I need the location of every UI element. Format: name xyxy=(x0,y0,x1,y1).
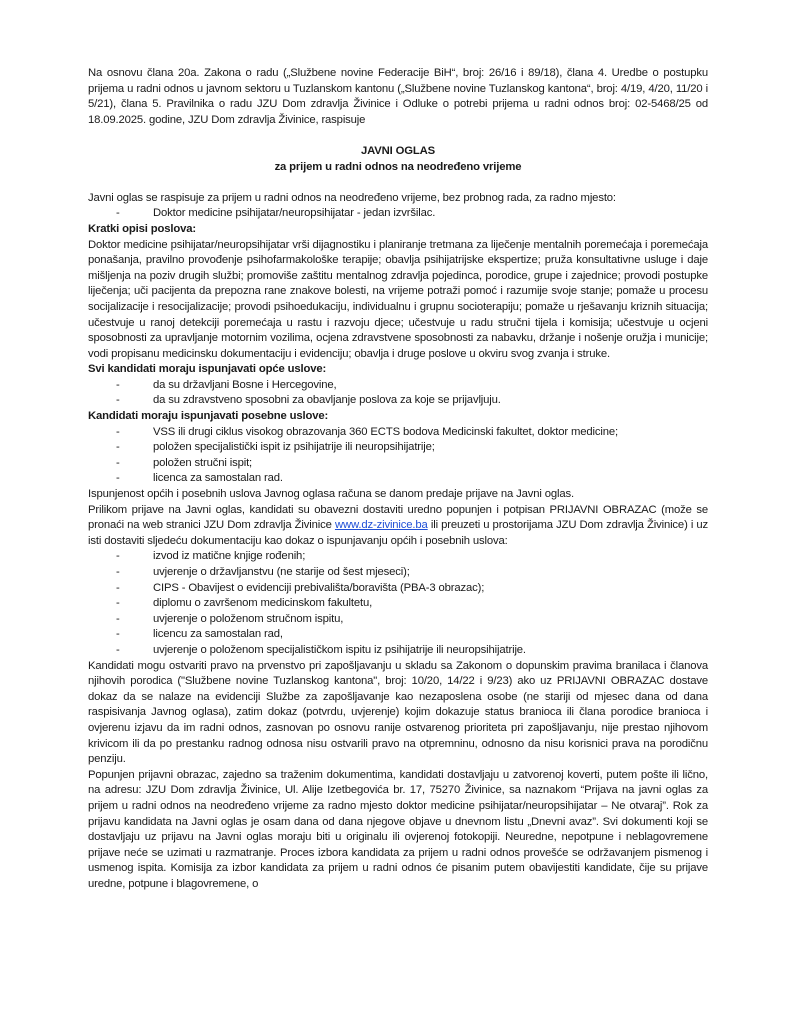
application-paragraph: Prilikom prijave na Javni oglas, kandidati su obavezni dostaviti uredno popunjen i potpisan PRIJAVNI OBRAZAC (može se pronaći na web stranici JZU Dom zdravlja Živinice www.dz-zivinice.ba ili preuzeti u prostorijama JZU Dom zdravlja Živinice) i uz isti dostaviti sljedeću dokumentaciju kao dokaz o ispunjavanju općih i posebnih uslova: xyxy=(88,503,709,547)
general-conditions-list xyxy=(88,378,708,409)
list-item: - CIPS - Obavijest o evidenciji prebivališta/boravišta (PBA-3 obrazac); xyxy=(88,581,708,597)
fulfillment-paragraph: Ispunjenost općih i posebnih uslova Javnog oglasa računa se danom predaje prijave na Javni oglas. xyxy=(88,488,574,501)
document-page xyxy=(88,66,708,892)
list-item: - uvjerenje o položenom specijalističkom ispitu iz psihijatrije ili neuropsihijatrije. xyxy=(88,643,708,659)
document-title: JAVNI OGLAS xyxy=(360,144,436,157)
intro-paragraph: Na osnovu člana 20a. Zakona o radu („Službene novine Federacije BiH“, broj: 26/16 i 89/18), člana 4. Uredbe o postupku prijema u radni odnos u javnom sektoru u Tuzlanskom kantonu („Službene novine Tuzlanskog kantona“, broj: 4/19, 4/20, 11/20 i 5/21), člana 5. Pravilnika o radu JZU Dom zdravlja Živinice i Odluke o potrebi prijema u radni odnos broj: 02-5468/25 od 18.09.2025. godine, JZU Dom zdravlja Živinice, raspisuje xyxy=(88,67,708,126)
dash-bullet: - xyxy=(116,441,120,454)
dash-bullet: - xyxy=(116,628,120,641)
dash-bullet: - xyxy=(116,597,120,610)
dash-bullet: - xyxy=(116,581,120,594)
dash-bullet: - xyxy=(116,207,120,220)
position-list xyxy=(88,206,708,222)
list-item: - Doktor medicine psihijatar/neuropsihijatar - jedan izvršilac. xyxy=(88,206,708,222)
list-item: - da su državljani Bosne i Hercegovine, xyxy=(88,378,708,394)
dash-bullet: - xyxy=(116,456,120,469)
website-link[interactable]: www.dz-zivinice.ba xyxy=(334,519,428,532)
list-item: - uvjerenje o položenom stručnom ispitu, xyxy=(88,612,708,628)
dash-bullet: - xyxy=(116,566,120,578)
list-item: - VSS ili drugi ciklus visokog obrazovanja 360 ECTS bodova Medicinski fakultet, doktor medicine; xyxy=(88,425,708,441)
list-item: - uvjerenje o državljanstvu (ne starije od šest mjeseci); xyxy=(88,565,708,581)
list-item: - izvod iz matične knjige rođenih; xyxy=(88,549,708,565)
special-conditions-heading: Kandidati moraju ispunjavati posebne uslove: xyxy=(88,410,329,423)
list-item: - da su zdravstveno sposobni za obavljanje poslova za koje se prijavljuju. xyxy=(88,393,708,409)
submission-paragraph: Popunjen prijavni obrazac, zajedno sa traženim dokumentima, kandidati dostavljaju u zatvorenoj koverti, putem pošte ili lično, na adresu: JZU Dom zdravlja Živinice, Ul. Alije Izetbegovića br. 17, 75270 Živinice, sa naznakom “Prijava na javni oglas za prijem u radni odnos na neodređeno vrijeme za radno mjesto doktor medicine psihijatar/neuropsihijatar – Ne otvaraj”. Rok za prijavu kandidata na Javni oglas je osam dana od dana njegove objave u dnevnom listu „Dnevni avaz”. Svi dokumenti koji se dostavljaju uz prijavu na Javni oglas moraju biti u originalu ili ovjerenoj fotokopiji. Neuredne, nepotpune i neblagovremene prijave neće se uzimati u razmatranje. Proces izbora kandidata za prijem u radni odnos provešće se održavanjem pismenog i usmenog ispita. Komisija za izbor kandidata za prijem u radni odnos će pisanim putem obavijestiti kandidate, čije su prijave uredne, potpune i blagovremene, o xyxy=(88,768,708,890)
duties-paragraph: Doktor medicine psihijatar/neuropsihijatar vrši dijagnostiku i planiranje tretmana za liječenje mentalnih poremećaja i poremećaja ponašanja, pravilno provođenje psihofarmakološke terapije; obavlja psihijatrijske ekspertize; pruža konsultativne usluge i daje mišljenja na poziv drugih službi; promoviše zaštitu mentalnog zdravlja pojedinca, porodice, grupe i zajednice; provodi postupke liječenja; uči pacijenta da prepozna rane znakove bolesti, na vrijeme potraži pomoć i razumije svoje stanje; pomaže u procesu socijalizacije i resocijalizacije; provodi psihoedukaciju, individualnu i grupnu socioterapiju; pomaže u rješavanju kriznih situacija; učestvuje u ranoj detekciji poremećaja u rastu i razvoju djece; učestvuje u radu stručni tijela i komisija; učestvuje u ocjeni sposobnosti za upravljanje motornim vozilima, ocjena zdravstvene sposobnosti za nabavku, držanje i nošenje oružja i municije; vodi propisanu medicinsku dokumentaciju i evidenciju; obavlja i druge poslove u okviru svog zvanja i struke. xyxy=(88,238,708,360)
dash-bullet: - xyxy=(116,394,120,407)
dash-bullet: - xyxy=(116,425,120,438)
dash-bullet: - xyxy=(116,643,120,656)
dash-bullet: - xyxy=(116,612,120,625)
list-item: - licencu za samostalan rad, xyxy=(88,627,708,643)
dash-bullet: - xyxy=(116,378,120,391)
dash-bullet: - xyxy=(116,550,120,563)
dash-bullet: - xyxy=(116,472,120,485)
general-conditions-heading: Svi kandidati moraju ispunjavati opće uslove: xyxy=(88,363,327,376)
priority-paragraph: Kandidati mogu ostvariti pravo na prvenstvo pri zapošljavanju u skladu sa Zakonom o dopunskim pravima branilaca i članova njihovih porodica ("Službene novine Tuzlanskog kantona", broj: 10/20, 14/22 i 9/23) ako uz PRIJAVNI OBRAZAC dostave dokaz da se nalaze na evidenciji Službe za zapošljavanje kao nezaposlena osobe (ne stariji od mjesec dana od dana raspisivanja Javnog oglasa), zatim dokaz (potvrdu, uvjerenje) kojim dokazuje status branioca ili člana porodice branioca i ovjerenu izjavu da im radni odnos, zasnovan po osnovu ranije ostvarenog prioriteta pri zapošljavanju, nije prestao njihovom krivicom ili da po prestanku radnog odnosa nisu ostvarili pravo na otpremninu, odnosno da nisu korisnici prava na porodičnu penziju. xyxy=(88,659,708,766)
document-subtitle: za prijem u radni odnos na neodređeno vrijeme xyxy=(274,160,522,173)
list-item: - diplomu o završenom medicinskom fakultetu, xyxy=(88,596,708,612)
list-item: - licenca za samostalan rad. xyxy=(88,471,708,487)
list-item: - položen specijalistički ispit iz psihijatrije ili neuropsihijatrije; xyxy=(88,440,708,456)
position-intro: Javni oglas se raspisuje za prijem u radni odnos na neodređeno vrijeme, bez probnog rada, za radno mjesto: xyxy=(88,191,616,204)
list-item: - položen stručni ispit; xyxy=(88,456,708,472)
duties-heading: Kratki opisi poslova: xyxy=(88,222,196,235)
special-conditions-list xyxy=(88,425,708,487)
required-documents-list xyxy=(88,549,708,658)
